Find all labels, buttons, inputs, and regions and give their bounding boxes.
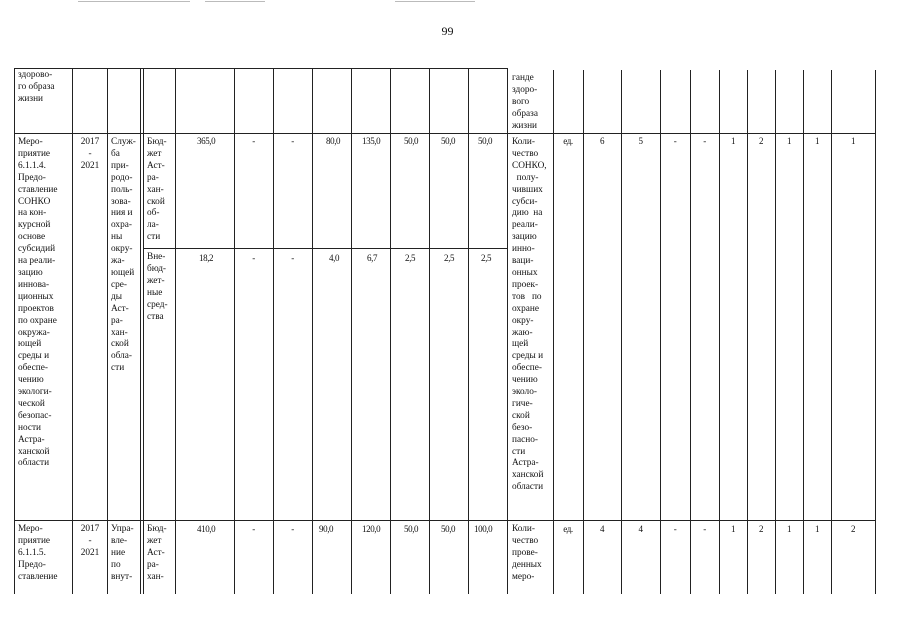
table-rule <box>831 70 832 594</box>
table-rule <box>390 68 391 594</box>
table-rule <box>14 133 876 134</box>
table-rule <box>312 68 313 594</box>
target-value: 6 <box>599 136 605 146</box>
table-rule <box>351 68 352 594</box>
table-rule <box>175 68 176 594</box>
target-value: 1 <box>786 136 792 146</box>
target-value: 1 <box>850 136 856 146</box>
table-rule <box>660 70 661 594</box>
funding-value: 2,5 <box>405 253 416 263</box>
funding-value: 50,0 <box>404 136 419 146</box>
table-rule <box>507 68 508 594</box>
table-rule <box>553 70 554 594</box>
funding-value: - <box>291 136 294 146</box>
target-value: 1 <box>814 136 820 146</box>
funding-value: 365,0 <box>197 136 216 146</box>
funding-value: 50,0 <box>441 524 456 534</box>
funding-value: 135,0 <box>362 136 381 146</box>
unit-cell: ед. <box>563 524 573 534</box>
target-value: 5 <box>638 136 643 146</box>
funding-value: 90,0 <box>319 524 334 534</box>
table-rule <box>747 70 748 594</box>
target-value: 4 <box>599 524 605 534</box>
target-value: 1 <box>786 524 792 534</box>
indicator-cell: Коли- чество прове- денных меро- <box>512 524 542 582</box>
funding-value: 50,0 <box>404 524 419 534</box>
scan-artifact <box>78 1 190 2</box>
table-rule <box>14 68 508 69</box>
funding-value: 100,0 <box>474 524 493 534</box>
table-rule <box>468 68 469 594</box>
target-value: - <box>673 136 677 146</box>
target-value: 2 <box>758 136 764 146</box>
funding-value: 50,0 <box>478 136 493 146</box>
target-value: 1 <box>730 136 736 146</box>
funding-value: - <box>252 136 255 146</box>
table-rule <box>775 70 776 594</box>
target-value: 1 <box>814 524 820 534</box>
table-rule <box>107 68 108 594</box>
table-rule <box>429 68 430 594</box>
target-value: 2 <box>850 524 856 534</box>
executor-cell: Служ- ба при- родо- поль- зова- ния и охра- ны окру- жа- ющей сре- ды Аст- ра- хан- ской обла- сти <box>111 137 136 374</box>
funding-value: 6,7 <box>367 253 378 263</box>
table-rule <box>143 248 508 249</box>
indicator-cell: Коли- чество СОНКО, полу- чивших субси- дию на реали- зацию инно- ваци- онных проек- тов по охране окру- жаю- щей среды и обеспе- чению эколо- гиче- ской безо- пасно- сти Астра- ханской области <box>512 137 547 493</box>
table-rule <box>690 70 691 594</box>
funding-source-cell: Бюд- жет Аст- ра- хан- ской об- ла- сти <box>147 137 167 243</box>
target-value: 1 <box>730 524 736 534</box>
target-value: 2 <box>758 524 764 534</box>
table-rule <box>14 68 15 594</box>
period-cell: 2017 - 2021 <box>80 137 100 171</box>
target-value: - <box>673 524 677 534</box>
period-cell: 2017 - 2021 <box>80 524 100 558</box>
executor-cell: Упра- вле- ние по внут- <box>111 524 134 582</box>
funding-source-cell: Вне- бюд- жет- ные сред- ства <box>147 252 168 322</box>
page-number: 99 <box>441 24 454 38</box>
activity-cell: Меро- приятие 6.1.1.4. Предо- ставление СОНКО на кон- курсной основе субсидий на реали- зацию иннова- ционных проектов по охране окружа- ющей среды и обеспе- чению экологи- ческой безопас- ности Астра- ханской области <box>18 137 58 469</box>
carry-over-activity: здорово- го образа жизни <box>18 70 55 104</box>
funding-value: 18,2 <box>199 253 214 263</box>
table-rule <box>875 70 876 594</box>
funding-source-cell: Бюд- жет Аст- ра- хан- <box>147 524 167 582</box>
scan-artifact <box>205 1 265 2</box>
funding-value: 80,0 <box>326 136 341 146</box>
unit-cell: ед. <box>563 136 573 146</box>
funding-value: - <box>291 524 294 534</box>
funding-value: 4,0 <box>329 253 340 263</box>
table-rule <box>14 520 876 521</box>
target-value: 4 <box>638 524 643 534</box>
funding-value: 2,5 <box>481 253 492 263</box>
funding-value: 2,5 <box>444 253 455 263</box>
funding-value: - <box>252 253 255 263</box>
funding-value: - <box>252 524 255 534</box>
target-value: - <box>703 524 706 534</box>
funding-value: 120,0 <box>362 524 381 534</box>
table-rule <box>140 68 141 594</box>
scan-artifact <box>395 1 475 2</box>
table-rule <box>621 70 622 594</box>
table-rule <box>719 70 720 594</box>
table-rule <box>583 70 584 594</box>
funding-value: 50,0 <box>441 136 456 146</box>
funding-value: - <box>291 253 294 263</box>
funding-value: 410,0 <box>197 524 216 534</box>
carry-over-indicator: ганде здоро- вого образа жизни <box>512 73 538 131</box>
table-rule <box>143 68 144 594</box>
table-rule <box>803 70 804 594</box>
target-value: - <box>703 136 706 146</box>
activity-cell: Меро- приятие 6.1.1.5. Предо- ставление <box>18 524 58 582</box>
